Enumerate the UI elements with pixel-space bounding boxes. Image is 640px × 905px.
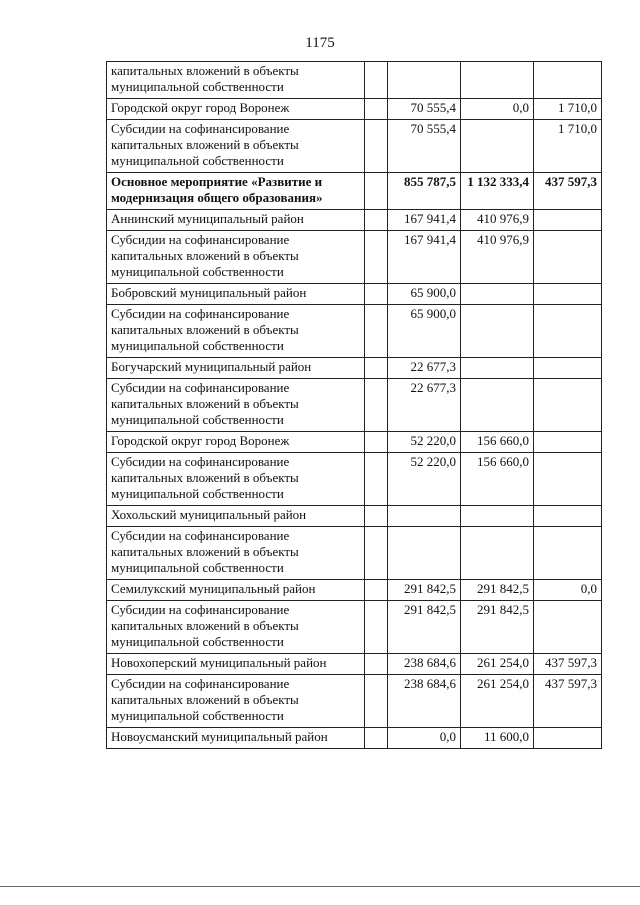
row-name-cell: Субсидии на софинансирование капитальных вложений в объекты муниципальной собственности <box>107 527 365 580</box>
table-row <box>107 527 602 580</box>
row-empty-cell <box>365 527 388 580</box>
row-name-cell: Основное мероприятие «Развитие и модернизация общего образования» <box>107 173 365 210</box>
table-row <box>107 284 602 305</box>
row-name-cell: Субсидии на софинансирование капитальных вложений в объекты муниципальной собственности <box>107 601 365 654</box>
row-name-cell: Новохоперский муниципальный район <box>107 654 365 675</box>
row-empty-cell <box>365 675 388 728</box>
row-empty-cell <box>365 358 388 379</box>
row-value-1-cell: 52 220,0 <box>388 432 461 453</box>
row-value-2-cell: 261 254,0 <box>461 675 534 728</box>
row-value-2-cell: 156 660,0 <box>461 432 534 453</box>
row-name-cell: Городской округ город Воронеж <box>107 432 365 453</box>
row-value-3-cell <box>534 358 602 379</box>
row-empty-cell <box>365 506 388 527</box>
row-name-cell: капитальных вложений в объекты муниципальной собственности <box>107 62 365 99</box>
row-value-3-cell <box>534 305 602 358</box>
table-row <box>107 379 602 432</box>
table-row <box>107 231 602 284</box>
row-value-2-cell: 261 254,0 <box>461 654 534 675</box>
row-value-2-cell <box>461 506 534 527</box>
row-name-cell: Субсидии на софинансирование капитальных вложений в объекты муниципальной собственности <box>107 231 365 284</box>
row-value-3-cell: 0,0 <box>534 580 602 601</box>
row-value-1-cell: 167 941,4 <box>388 231 461 284</box>
table-row <box>107 62 602 99</box>
row-value-1-cell: 52 220,0 <box>388 453 461 506</box>
table-row <box>107 305 602 358</box>
row-empty-cell <box>365 120 388 173</box>
row-empty-cell <box>365 580 388 601</box>
row-value-3-cell <box>534 62 602 99</box>
table-row <box>107 654 602 675</box>
row-value-2-cell: 291 842,5 <box>461 580 534 601</box>
row-name-cell: Богучарский муниципальный район <box>107 358 365 379</box>
table-row <box>107 728 602 749</box>
row-value-1-cell: 70 555,4 <box>388 99 461 120</box>
table-row <box>107 506 602 527</box>
row-value-1-cell <box>388 506 461 527</box>
table-row <box>107 120 602 173</box>
row-value-2-cell: 410 976,9 <box>461 210 534 231</box>
row-value-1-cell: 70 555,4 <box>388 120 461 173</box>
row-value-2-cell: 156 660,0 <box>461 453 534 506</box>
row-value-2-cell <box>461 120 534 173</box>
row-value-3-cell <box>534 432 602 453</box>
row-name-cell: Городской округ город Воронеж <box>107 99 365 120</box>
table-row <box>107 358 602 379</box>
row-value-3-cell <box>534 506 602 527</box>
table-row-main-activity <box>107 173 602 210</box>
row-value-2-cell: 11 600,0 <box>461 728 534 749</box>
row-empty-cell <box>365 728 388 749</box>
table-row <box>107 453 602 506</box>
row-value-2-cell <box>461 62 534 99</box>
row-value-2-cell: 291 842,5 <box>461 601 534 654</box>
row-value-2-cell <box>461 379 534 432</box>
row-value-2-cell <box>461 284 534 305</box>
table-row <box>107 99 602 120</box>
row-value-3-cell: 1 710,0 <box>534 99 602 120</box>
row-value-1-cell: 0,0 <box>388 728 461 749</box>
row-value-2-cell: 410 976,9 <box>461 231 534 284</box>
bottom-divider <box>0 886 640 887</box>
row-name-cell: Хохольский муниципальный район <box>107 506 365 527</box>
row-value-1-cell: 238 684,6 <box>388 675 461 728</box>
row-value-3-cell <box>534 453 602 506</box>
row-value-1-cell: 238 684,6 <box>388 654 461 675</box>
row-value-2-cell <box>461 305 534 358</box>
row-value-3-cell <box>534 210 602 231</box>
row-name-cell: Семилукский муниципальный район <box>107 580 365 601</box>
row-empty-cell <box>365 284 388 305</box>
row-empty-cell <box>365 453 388 506</box>
row-empty-cell <box>365 305 388 358</box>
row-empty-cell <box>365 99 388 120</box>
row-value-1-cell: 291 842,5 <box>388 580 461 601</box>
row-empty-cell <box>365 210 388 231</box>
row-empty-cell <box>365 379 388 432</box>
table-row <box>107 210 602 231</box>
row-value-3-cell: 437 597,3 <box>534 675 602 728</box>
row-name-cell: Субсидии на софинансирование капитальных вложений в объекты муниципальной собственности <box>107 453 365 506</box>
row-value-2-cell <box>461 358 534 379</box>
row-value-1-cell <box>388 527 461 580</box>
row-empty-cell <box>365 432 388 453</box>
row-value-1-cell: 291 842,5 <box>388 601 461 654</box>
row-name-cell: Новоусманский муниципальный район <box>107 728 365 749</box>
row-value-3-cell <box>534 601 602 654</box>
row-name-cell: Аннинский муниципальный район <box>107 210 365 231</box>
row-name-cell: Субсидии на софинансирование капитальных вложений в объекты муниципальной собственности <box>107 379 365 432</box>
row-value-3-cell <box>534 527 602 580</box>
row-name-cell: Субсидии на софинансирование капитальных вложений в объекты муниципальной собственности <box>107 675 365 728</box>
table-row <box>107 601 602 654</box>
row-empty-cell <box>365 231 388 284</box>
row-value-1-cell: 855 787,5 <box>388 173 461 210</box>
row-name-cell: Субсидии на софинансирование капитальных вложений в объекты муниципальной собственности <box>107 305 365 358</box>
table-row <box>107 580 602 601</box>
budget-table <box>106 61 602 749</box>
row-value-1-cell: 22 677,3 <box>388 379 461 432</box>
page-number: 1175 <box>305 35 335 51</box>
row-empty-cell <box>365 654 388 675</box>
row-value-2-cell: 0,0 <box>461 99 534 120</box>
row-value-3-cell <box>534 231 602 284</box>
budget-table-body <box>107 62 602 749</box>
row-name-cell: Субсидии на софинансирование капитальных вложений в объекты муниципальной собственности <box>107 120 365 173</box>
row-empty-cell <box>365 173 388 210</box>
row-value-3-cell <box>534 728 602 749</box>
row-value-2-cell: 1 132 333,4 <box>461 173 534 210</box>
row-value-3-cell: 437 597,3 <box>534 654 602 675</box>
table-row <box>107 432 602 453</box>
row-value-3-cell: 1 710,0 <box>534 120 602 173</box>
row-value-3-cell: 437 597,3 <box>534 173 602 210</box>
row-value-1-cell: 65 900,0 <box>388 284 461 305</box>
row-value-3-cell <box>534 379 602 432</box>
row-name-cell: Бобровский муниципальный район <box>107 284 365 305</box>
row-value-1-cell: 65 900,0 <box>388 305 461 358</box>
table-row <box>107 675 602 728</box>
row-value-1-cell <box>388 62 461 99</box>
row-empty-cell <box>365 62 388 99</box>
row-value-1-cell: 167 941,4 <box>388 210 461 231</box>
row-value-1-cell: 22 677,3 <box>388 358 461 379</box>
row-empty-cell <box>365 601 388 654</box>
row-value-3-cell <box>534 284 602 305</box>
row-value-2-cell <box>461 527 534 580</box>
